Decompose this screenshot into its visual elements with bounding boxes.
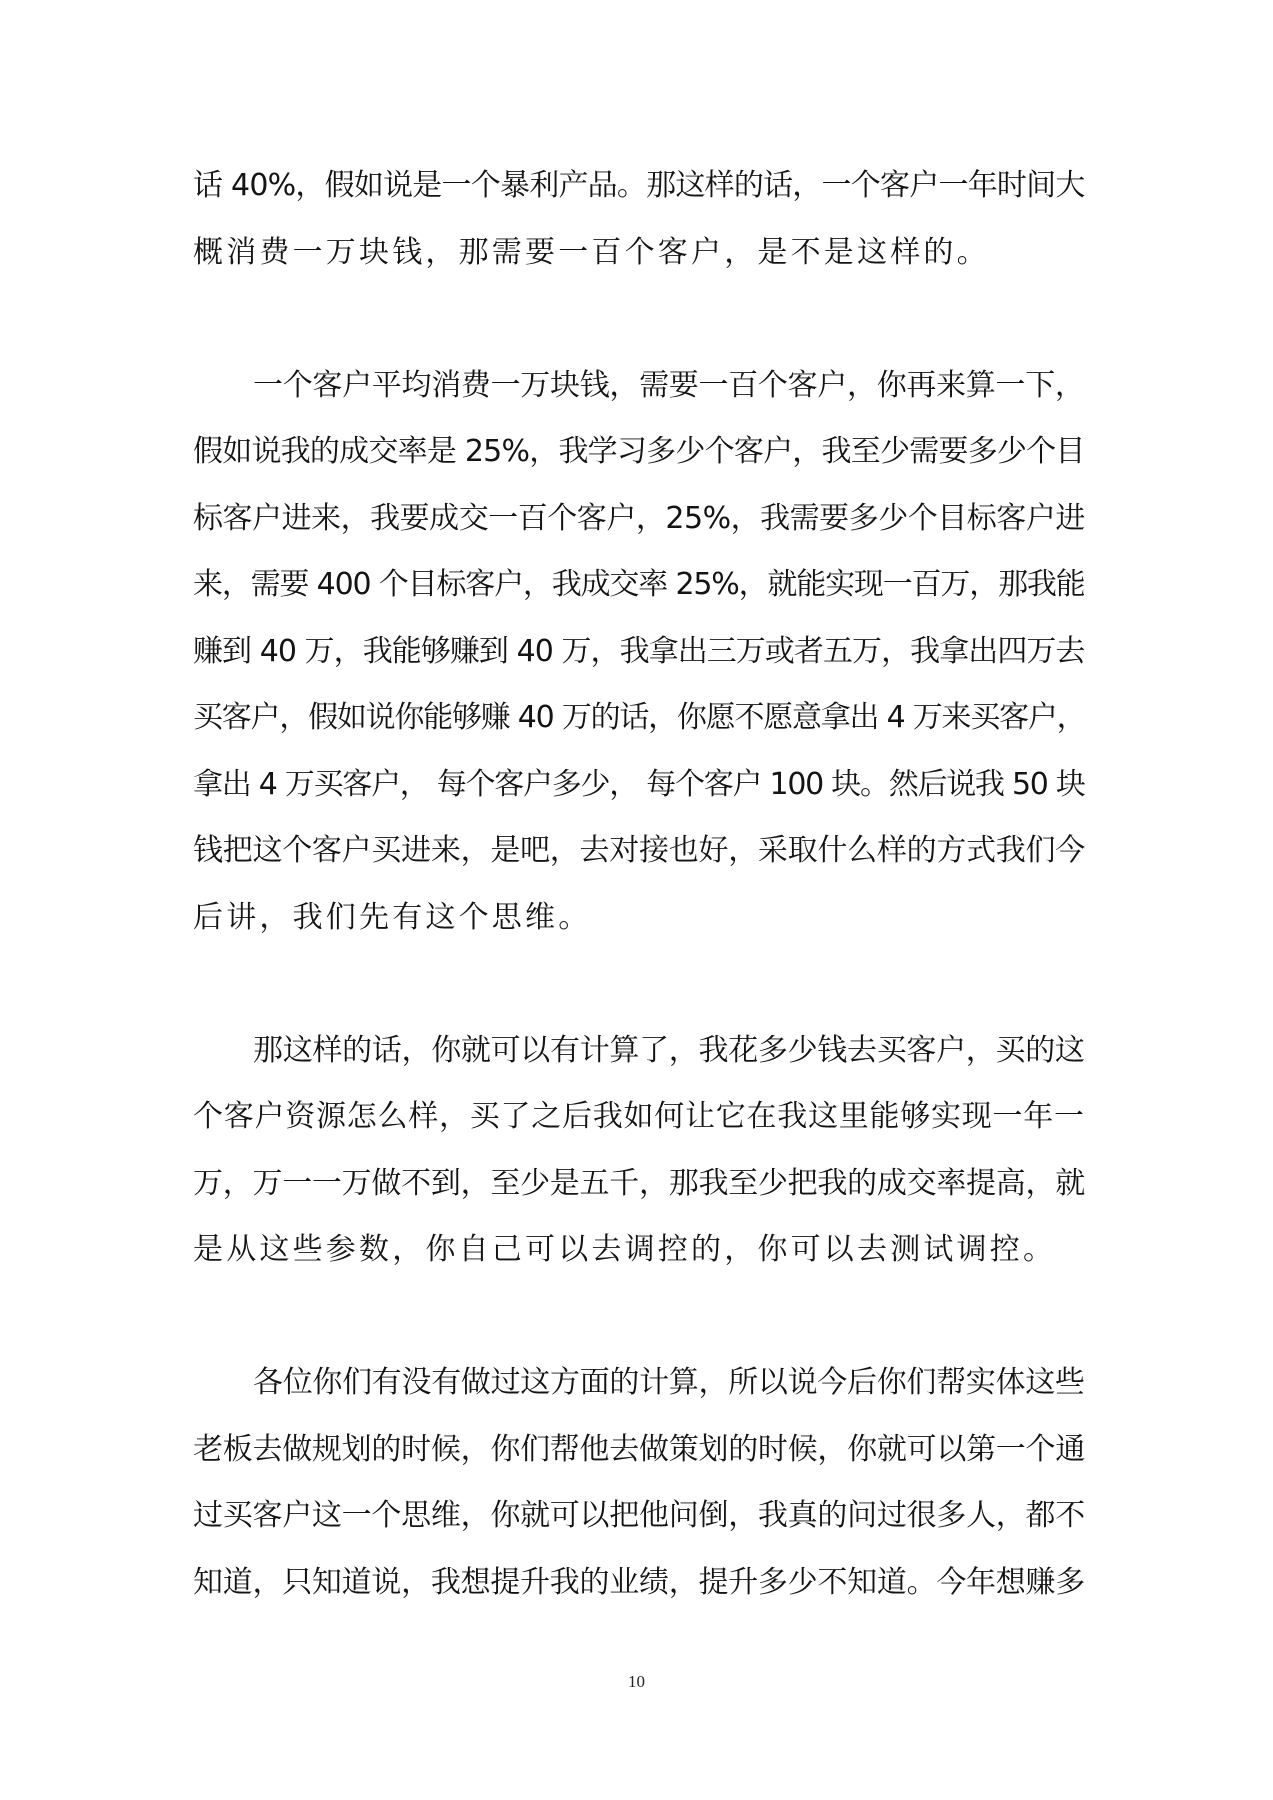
text-line: 一个客户平均消费一万块钱，需要一百个客户，你再来算一下，	[253, 368, 1085, 403]
text-line: 个客户资源怎么样，买了之后我如何让它在我这里能够实现一年一	[193, 1099, 1085, 1134]
text-line: 假如说我的成交率是 25%，我学习多少个客户，我至少需要多少个目	[193, 434, 1085, 469]
page-number: 10	[628, 1672, 645, 1691]
text-line: 钱把这个客户买进来，是吧，去对接也好，采取什么样的方式我们今	[193, 833, 1085, 868]
text-line: 万，万一一万做不到，至少是五千，那我至少把我的成交率提高，就	[193, 1166, 1085, 1201]
text-line: 那这样的话，你就可以有计算了，我花多少钱去买客户，买的这	[253, 1033, 1085, 1068]
text-line: 标客户进来，我要成交一百个客户，25%，我需要多少个目标客户进	[193, 501, 1085, 536]
text-line: 各位你们有没有做过这方面的计算，所以说今后你们帮实体这些	[253, 1365, 1085, 1400]
text-line: 知道，只知道说，我想提升我的业绩，提升多少不知道。今年想赚多	[193, 1565, 1085, 1600]
text-line: 老板去做规划的时候，你们帮他去做策划的时候，你就可以第一个通	[193, 1432, 1085, 1467]
text-line: 来，需要 400 个目标客户，我成交率 25%，就能实现一百万，那我能	[193, 567, 1085, 602]
text-line: 买客户，假如说你能够赚 40 万的话，你愿不愿意拿出 4 万来买客户，	[193, 700, 1086, 735]
text-line: 后讲，我们先有这个思维。	[193, 900, 592, 935]
text-line: 赚到 40 万，我能够赚到 40 万，我拿出三万或者五万，我拿出四万去	[193, 634, 1085, 669]
text-line: 话 40%，假如说是一个暴利产品。那这样的话，一个客户一年时间大	[193, 168, 1085, 203]
text-line: 过买客户这一个思维，你就可以把他问倒，我真的问过很多人，都不	[193, 1498, 1085, 1533]
text-line: 拿出 4 万买客户， 每个客户多少， 每个客户 100 块。然后说我 50 块	[193, 767, 1085, 802]
text-line: 是从这些参数，你自己可以去调控的，你可以去测试调控。	[193, 1232, 1057, 1267]
text-line: 概消费一万块钱，那需要一百个客户，是不是这样的。	[193, 235, 990, 270]
